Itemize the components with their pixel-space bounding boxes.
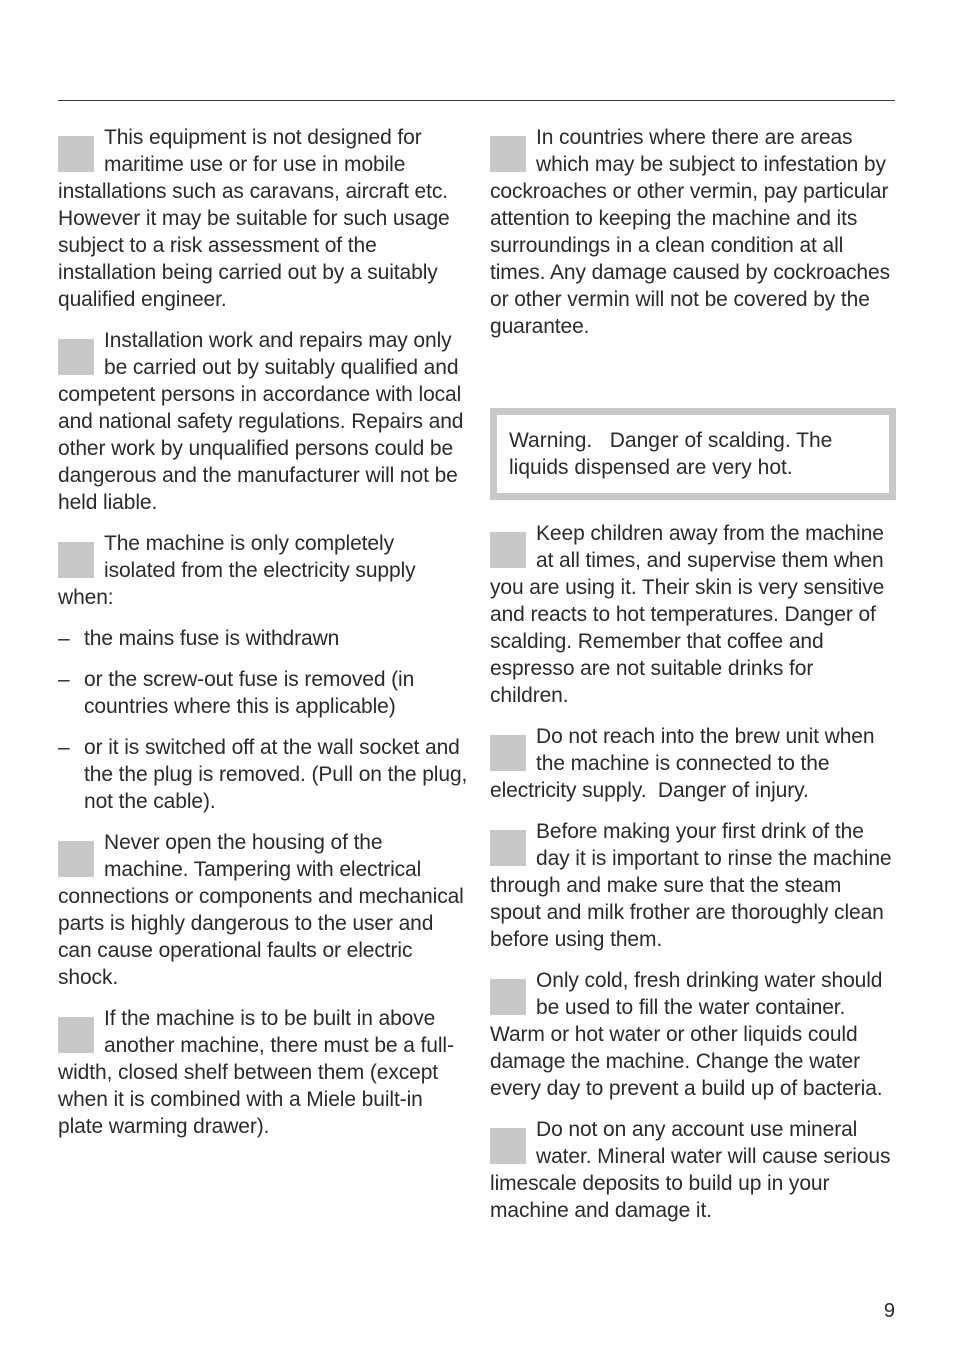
paragraph-text: The machine is only completely isolated from the electricity supply when: <box>58 532 416 609</box>
list-item-text: or it is switched off at the wall socket and the the plug is removed. (Pull on the plug, not the cable). <box>84 736 468 813</box>
list-item <box>58 666 468 720</box>
safety-paragraph <box>58 829 468 991</box>
right-column <box>490 124 896 1238</box>
header-rule <box>58 100 895 101</box>
safety-paragraph <box>58 1005 468 1140</box>
dash-bullet: – <box>58 627 70 650</box>
safety-paragraph <box>58 327 468 516</box>
bullet-square-icon <box>58 136 94 172</box>
bullet-square-icon <box>490 979 526 1015</box>
safety-paragraph <box>490 967 896 1102</box>
left-column <box>58 124 468 1154</box>
list-item <box>58 734 468 815</box>
bullet-square-icon <box>58 841 94 877</box>
bullet-square-icon <box>490 532 526 568</box>
bullet-square-icon <box>58 339 94 375</box>
safety-paragraph <box>490 124 896 340</box>
list-item <box>58 625 468 652</box>
bullet-square-icon <box>58 542 94 578</box>
list-item-text: or the screw-out fuse is removed (in countries where this is applicable) <box>84 668 415 718</box>
paragraph-text: Do not on any account use mineral water. Mineral water will cause serious limescale deposits to build up in your machine and damage it. <box>490 1118 891 1222</box>
paragraph-text: If the machine is to be built in above another machine, there must be a full-width, closed shelf between them (except when it is combined with a Miele built-in plate warming drawer). <box>58 1007 454 1138</box>
paragraph-text: In countries where there are areas which may be subject to infestation by cockroaches or other vermin, pay particular attention to keeping the machine and its surroundings in a clean condition at all times. Any damage caused by cockroaches or other vermin will not be covered by the guarantee. <box>490 126 890 338</box>
paragraph-text: Never open the housing of the machine. Tampering with electrical connections or components and mechanical parts is highly dangerous to the user and can cause operational faults or electric shock. <box>58 831 464 989</box>
safety-paragraph <box>490 723 896 804</box>
page-number: 9 <box>883 1300 895 1322</box>
bullet-square-icon <box>490 735 526 771</box>
dash-bullet: – <box>58 736 70 759</box>
bullet-square-icon <box>490 1128 526 1164</box>
safety-paragraph <box>490 818 896 953</box>
paragraph-text: Before making your first drink of the day it is important to rinse the machine through and make sure that the steam spout and milk frother are thoroughly clean before using them. <box>490 820 892 951</box>
list-item-text: the mains fuse is withdrawn <box>84 627 340 650</box>
paragraph-text: This equipment is not designed for maritime use or for use in mobile installations such as caravans, aircraft etc. However it may be suitable for such usage subject to a risk assessment of the installation being carried out by a suitably qualified engineer. <box>58 126 450 311</box>
safety-paragraph <box>490 520 896 709</box>
dash-bullet: – <box>58 668 70 691</box>
safety-paragraph <box>58 124 468 313</box>
paragraph-text: Only cold, fresh drinking water should be used to fill the water container. Warm or hot water or other liquids could damage the machine. Change the water every day to prevent a build up of bacteria. <box>490 969 883 1100</box>
paragraph-text: Do not reach into the brew unit when the machine is connected to the electricity supply. Danger of injury. <box>490 725 881 802</box>
bullet-square-icon <box>490 830 526 866</box>
warning-box <box>490 408 896 500</box>
safety-paragraph <box>490 1116 896 1224</box>
safety-paragraph <box>58 530 468 611</box>
warning-text: Warning. Danger of scalding. The liquids dispensed are very hot. <box>509 429 839 479</box>
bullet-square-icon <box>58 1017 94 1053</box>
paragraph-text: Keep children away from the machine at all times, and supervise them when you are using it. Their skin is very sensitive and reacts to hot temperatures. Danger of scalding. Remember that coffee and espresso are not suitable drinks for children. <box>490 522 885 707</box>
paragraph-text: Installation work and repairs may only be carried out by suitably qualified and competent persons in accordance with local and national safety regulations. Repairs and other work by unqualified persons could be dangerous and the manufacturer will not be held liable. <box>58 329 464 514</box>
bullet-square-icon <box>490 136 526 172</box>
